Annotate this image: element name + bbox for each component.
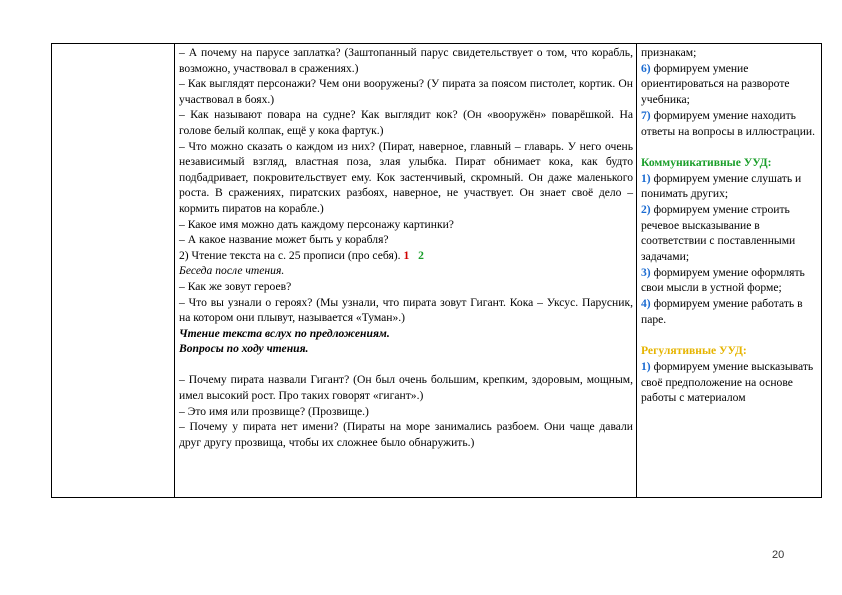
uud-item	[641, 296, 817, 327]
stage-column	[52, 44, 175, 497]
uud-item	[641, 265, 817, 296]
item-number: 1)	[641, 171, 651, 185]
text-line: – Что вы узнали о героях? (Мы узнали, что пирата зовут Гигант. Кока – Уксус. Парусник, на котором они плывут, называется «Туман».)	[179, 295, 633, 325]
text-line: – Как выглядят персонажи? Чем они вооружены? (У пирата за поясом пистолет, кортик. Он участвовал в боях.)	[179, 77, 633, 106]
item-number: 6)	[641, 61, 651, 75]
item-text: формируем умение слушать и понимать других;	[641, 171, 802, 201]
text-line: – А почему на парусе заплатка? (Заштопанный парус свидетельствует о том, что корабль, возможно, участвовал в сражениях.)	[179, 46, 633, 75]
reading-task-text: 2) Чтение текста на с. 25 прописи (про себя).	[179, 248, 401, 262]
uud-item	[641, 202, 817, 265]
marker-green: 2	[418, 248, 424, 262]
item-text: формируем умение ориентироваться на развороте учебника;	[641, 61, 790, 107]
lesson-table	[51, 43, 822, 498]
item-number: 7)	[641, 108, 651, 122]
uud-column	[637, 44, 821, 497]
communicative-heading: Коммуникативные УУД:	[641, 155, 772, 169]
text-line: – Что можно сказать о каждом из них? (Пират, наверное, главный – главарь. У него очень независимый взгляд, властная поза, злая улыбка. Пират обнимает кока, как будто подбадривает, покровительствует ему. Кок застенчивый, скромный. Он даже маленького роста. В сражениях, пиратских разбоях, наверное, не участвует. Он знает своё дело – кормить пиратов на корабле.)	[179, 139, 633, 215]
text-line: – Как называют повара на судне? Как выглядит кок? (Он «вооружён» поварёшкой. На голове белый колпак, ещё у кока фартук.)	[179, 108, 633, 137]
regulatory-heading: Регулятивные УУД:	[641, 344, 747, 358]
item-text: формируем умение оформлять свои мысли в устной форме;	[641, 265, 805, 295]
uud-item	[641, 171, 817, 202]
item-text: формируем умение находить ответы на вопросы в иллюстрации.	[641, 108, 815, 138]
item-text: формируем умение высказывать своё предположение на основе работы с материалом	[641, 359, 814, 405]
text-line: признакам;	[641, 46, 697, 59]
item-number: 3)	[641, 265, 651, 279]
text-line: – Как же зовут героев?	[179, 279, 292, 293]
item-number: 1)	[641, 359, 651, 373]
text-line: – Это имя или прозвище? (Прозвище.)	[179, 404, 369, 418]
spacer	[179, 357, 633, 373]
uud-item	[641, 108, 817, 139]
questions-heading: Вопросы по ходу чтения.	[179, 342, 309, 356]
spacer	[641, 328, 817, 344]
text-line: – А какое название может быть у корабля?	[179, 233, 389, 247]
activity-column	[175, 44, 637, 497]
marker-red: 1	[403, 248, 410, 262]
spacer	[641, 139, 817, 155]
text-line: – Почему у пирата нет имени? (Пираты на море занимались разбоем. Они чаще давали друг другу прозвища, чтобы их сложнее было обнаружить.)	[179, 420, 633, 449]
item-text: формируем умение строить речевое высказывание в соответствии с поставленными задачами;	[641, 202, 796, 264]
item-number: 2)	[641, 202, 651, 216]
item-number: 4)	[641, 297, 651, 311]
text-line: – Какое имя можно дать каждому персонажу картинки?	[179, 217, 454, 231]
uud-item	[641, 359, 817, 406]
text-line: – Почему пирата назвали Гигант? (Он был очень большим, крепким, здоровым, мощным, имел высокий рост. Про таких говорят «гигант».)	[179, 373, 633, 403]
aloud-reading-heading: Чтение текста вслух по предложениям.	[179, 326, 390, 340]
uud-item	[641, 61, 817, 108]
item-text: формируем умение работать в паре.	[641, 297, 803, 326]
page-number: 20	[772, 549, 785, 561]
reading-task-line	[179, 248, 633, 264]
after-reading-heading: Беседа после чтения.	[179, 264, 285, 278]
